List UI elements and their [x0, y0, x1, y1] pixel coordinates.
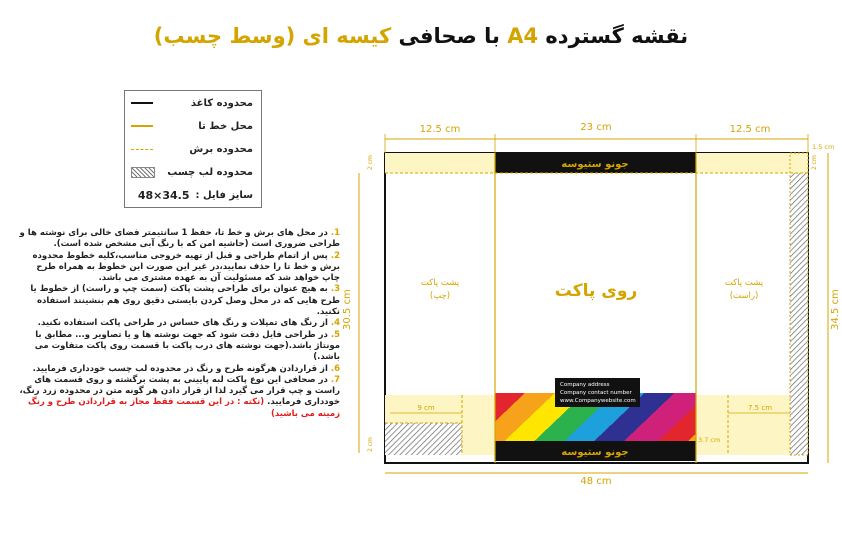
note-3: 3. به هیچ عنوان برای طراحی پشت پاکت (سمت چپ و راست) از خطوط یا طرح هایی که در محل وصل کردن بایستی دقیق روی هم بنشینند استفاده نکنید. [30, 284, 340, 318]
legend-size-label: سایز فایل : [195, 189, 253, 201]
right-panel-label: پشت پاکت [724, 278, 764, 288]
left-panel-sub: (چپ) [429, 291, 451, 301]
legend-cut-label: محدوده برش [189, 143, 253, 155]
dim-right-height: 34.5 cm [830, 289, 841, 330]
note-4: 4. از رنگ های تمپلات و رنگ های حساس در طراحی پاکت استفاده نکنید. [37, 318, 340, 329]
dim-total-width: 48 cm [580, 476, 612, 487]
note-5: 5. در طراحی فایل دقت شود که جهت نوشته ها و یا تصاویر و... مطابق با مونتاژ باشد.(جهت نوشته های درب پاکت با قسمت روی پاکت متفاوت می باشد.) [34, 329, 340, 363]
glue-area-left [385, 423, 462, 455]
bottom-logo: جونو ستیوسه [561, 447, 629, 458]
dim-bottom-right-small: 3.7 cm [698, 436, 721, 444]
legend-fold-label: محل خط تا [198, 120, 253, 132]
dim-top-band-right: 2 cm [811, 155, 818, 170]
glue-area-right [790, 173, 808, 455]
left-panel-label: پشت پاکت [420, 278, 460, 288]
dim-left-width: 12.5 cm [419, 124, 461, 135]
note-1: 1. در محل های برش و خط تا، حفظ 1 سانتیمتر فضای خالی برای نوشته ها و طراحی ضروری است (حاشیه امن که با رنگ آبی مشخص شده است). [19, 228, 340, 250]
top-logo: جونو ستیوسه [561, 159, 629, 170]
legend-paper-label: محدوده کاغذ [190, 97, 253, 109]
dim-flap-right: 7.5 cm [747, 404, 773, 412]
dim-center-width: 23 cm [580, 122, 612, 133]
note-2: 2. پس از اتمام طراحی و قبل از تهیه خروجی مناسب،کلیه خطوط محدوده برش و خط تا را حذف نمایید،در غیر این صورت این خطوط به همراه طرح چاپ خواهد شد که مسئولیت آن به عهده مشتری می باشد. [32, 250, 340, 284]
right-panel-sub: (راست) [729, 291, 759, 301]
company-contact: Company contact number [560, 390, 632, 396]
company-address: Company address [560, 382, 610, 388]
note-7: 7. در صحافی این نوع پاکت لبه پایینی به پشت برگشته و روی قسمت های راست و چپ قرار می گیرد لذا از قرار دادن هر گونه متن در محدوده زرد رنگ، خودداری فرمایید. (نکته : در این قسمت فقط مجاز به قراردادن طرح و رنگ زمینه می باشید) [19, 374, 340, 419]
company-website: www.Companywebsite.com [560, 398, 636, 404]
dim-top-margin: 1.5 cm [812, 143, 835, 151]
legend-glue-label: محدوده لب چسب [167, 166, 253, 178]
dim-right-width: 12.5 cm [729, 124, 771, 135]
legend-size-value: 48×34.5 [137, 188, 190, 202]
title-binding: کیسه ای (وسط چسب) [153, 24, 392, 48]
center-panel-label: روی پاکت [554, 281, 638, 301]
dim-left-height: 30.5 cm [342, 289, 353, 330]
title-part1: نقشه گسترده [545, 24, 689, 48]
note-6: 6. از قراردادن هرگونه طرح و رنگ در محدوده لب چسب خودداری فرمایید. [32, 363, 340, 374]
dim-top-band-left: 2 cm [367, 155, 374, 170]
dim-bottom-left-band: 2 cm [367, 437, 374, 452]
title-part3: با صحافی [398, 24, 500, 48]
title-a4: A4 [507, 24, 539, 48]
dim-flap-left: 9 cm [417, 404, 435, 412]
